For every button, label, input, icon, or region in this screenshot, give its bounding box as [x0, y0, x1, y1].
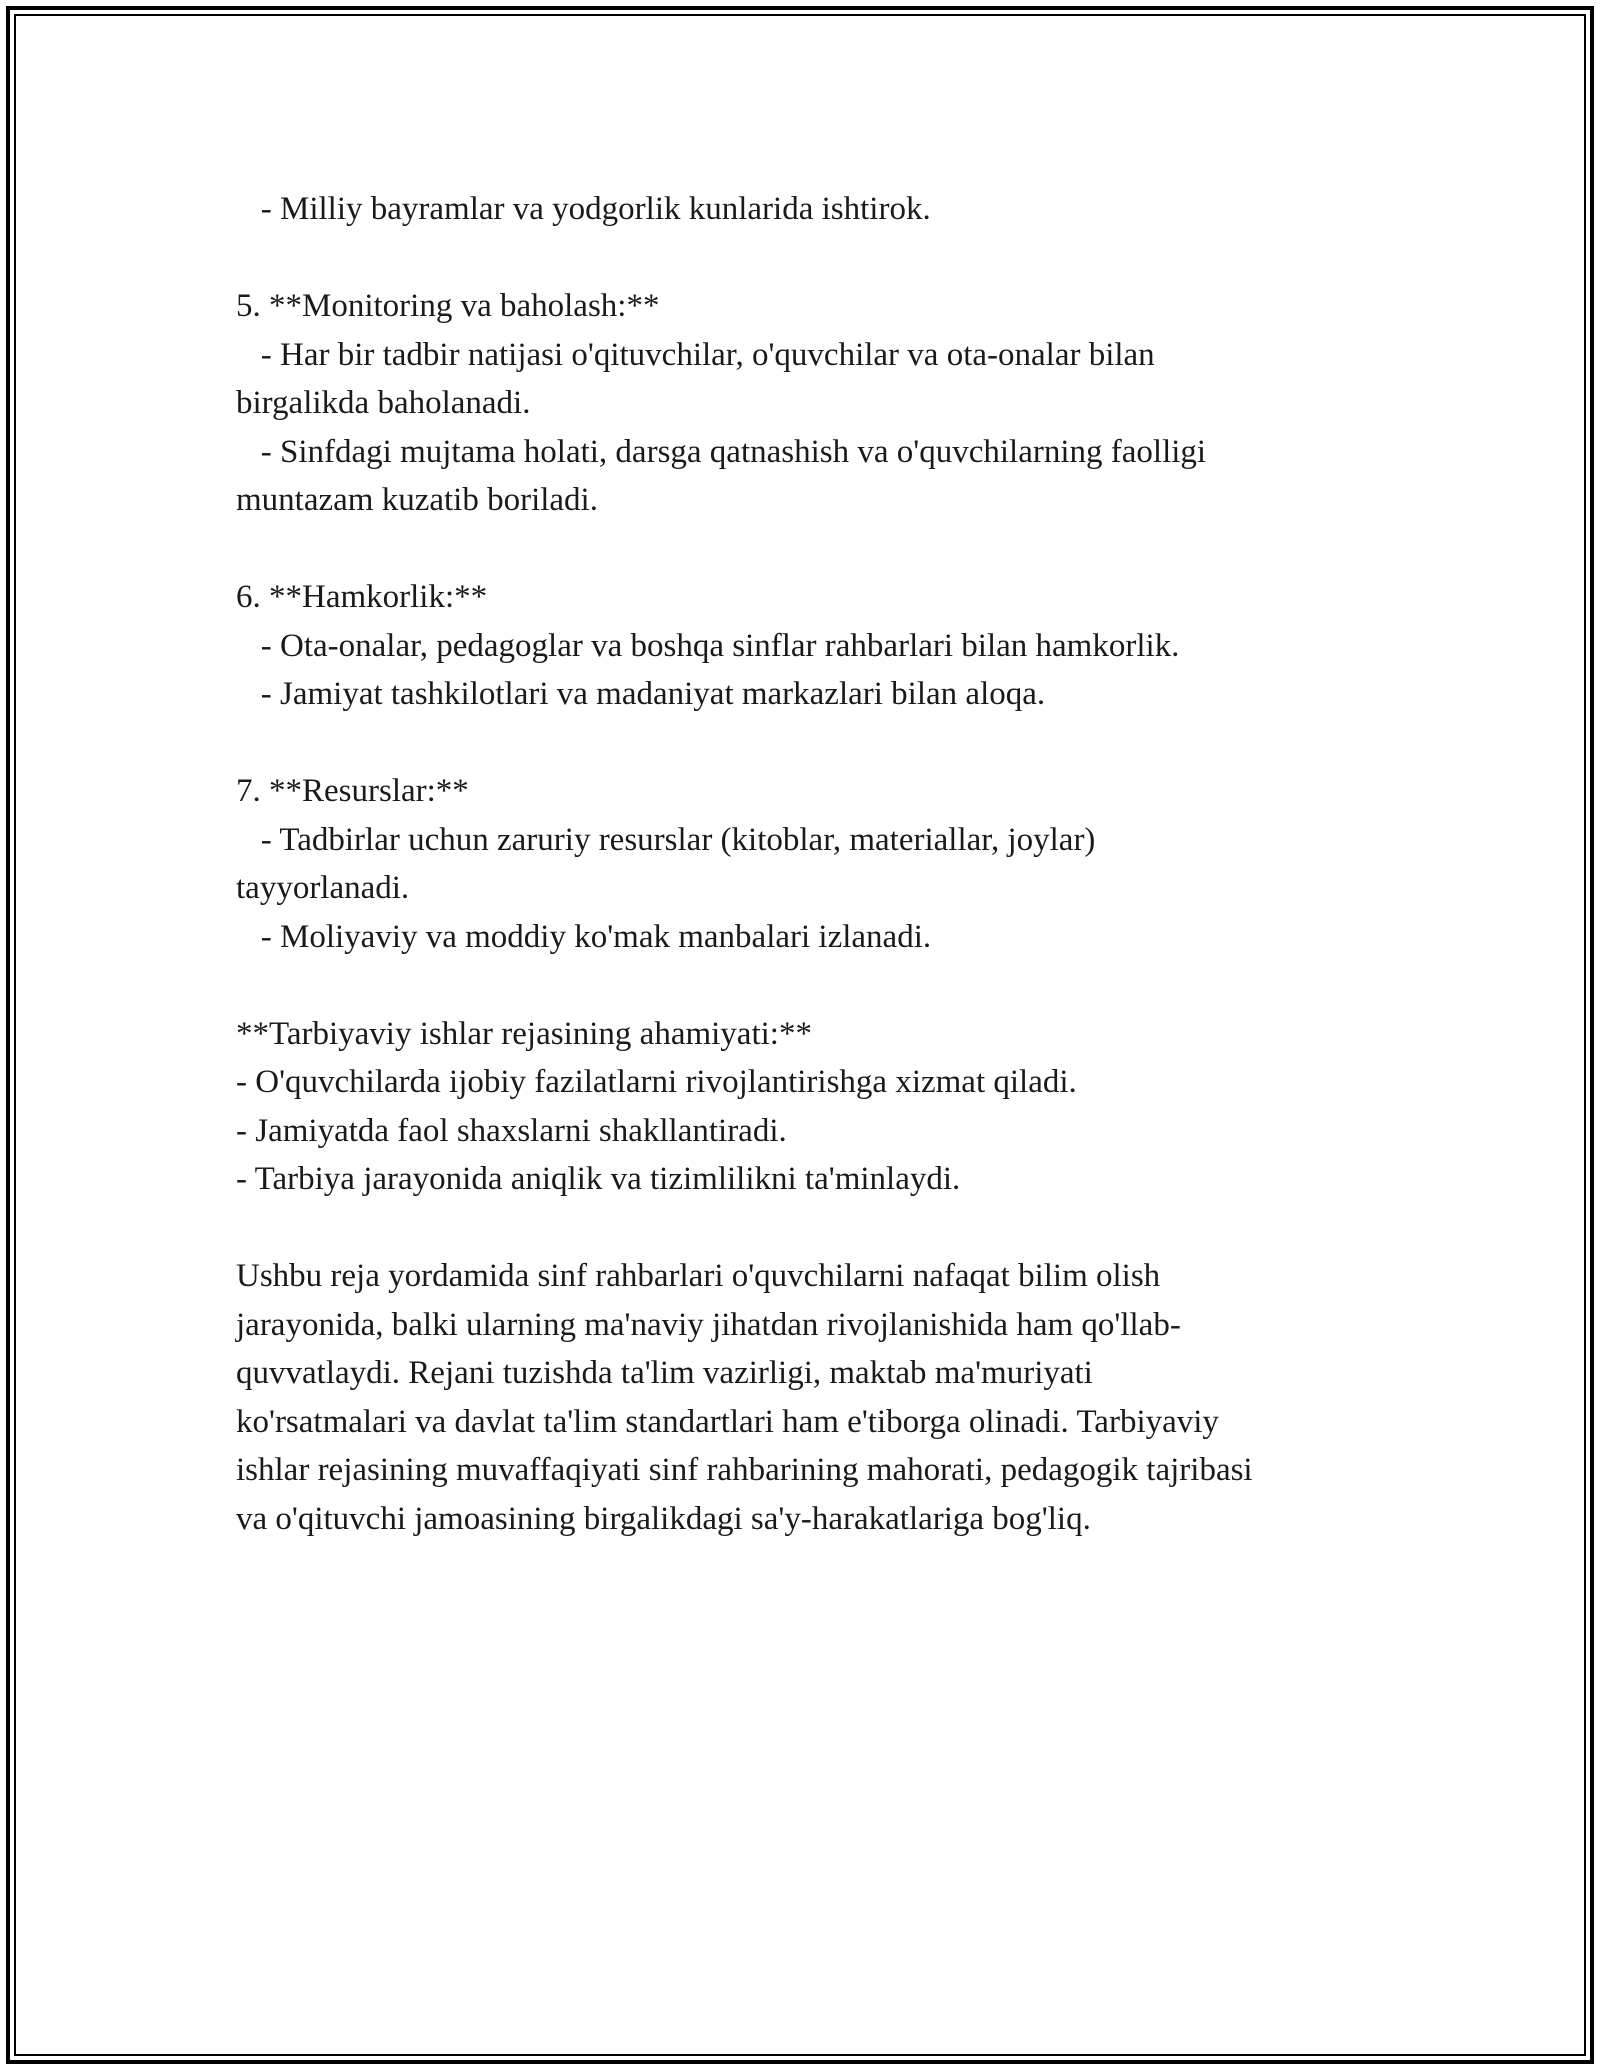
importance-item: - Jamiyatda faol shaxslarni shakllantiradi. [236, 1112, 787, 1149]
section-monitoring [236, 282, 1376, 525]
section-line: - Jamiyat tashkilotlari va madaniyat markazlari bilan aloqa. [236, 676, 1046, 712]
section-line: - Har bir tadbir natijasi o'qituvchilar, o'quvchilar va ota-onalar bilan [236, 336, 1155, 373]
section-hamkorlik [236, 573, 1376, 719]
section-heading: 6. **Hamkorlik:** [236, 579, 488, 615]
importance-section [236, 1010, 1376, 1204]
spacer [236, 1204, 1376, 1253]
spacer [236, 719, 1376, 768]
section-line: - Ota-onalar, pedagoglar va boshqa sinflar rahbarlari bilan hamkorlik. [236, 627, 1180, 664]
conclusion-line: va o'qituvchi jamoasining birgalikdagi sa'y-harakatlariga bog'liq. [236, 1500, 1091, 1537]
conclusion-line: ishlar rejasining muvaffaqiyati sinf rahbarining mahorati, pedagogik tajribasi [236, 1452, 1253, 1488]
section-line: birgalikda baholanadi. [236, 385, 531, 421]
importance-heading: **Tarbiyaviy ishlar rejasining ahamiyati:** [236, 1015, 812, 1052]
section-line: tayyorlanadi. [236, 870, 410, 906]
conclusion-line: Ushbu reja yordamida sinf rahbarlari o'quvchilarni nafaqat bilim olish [236, 1258, 1161, 1294]
spacer [236, 234, 1376, 283]
section-line: - Moliyaviy va moddiy ko'mak manbalari izlanadi. [236, 918, 932, 955]
section-line: - Tadbirlar uchun zaruriy resurslar (kitoblar, materiallar, joylar) [236, 821, 1096, 858]
spacer [236, 961, 1376, 1010]
section-heading: 5. **Monitoring va baholash:** [236, 288, 660, 324]
importance-item: - Tarbiya jarayonida aniqlik va tizimlilikni ta'minlaydi. [236, 1161, 961, 1197]
conclusion-line: ko'rsatmalari va davlat ta'lim standartlari ham e'tiborga olinadi. Tarbiyaviy [236, 1403, 1219, 1440]
conclusion-paragraph [236, 1252, 1376, 1543]
document-body [236, 185, 1376, 1543]
importance-item: - O'quvchilarda ijobiy fazilatlarni rivojlantirishga xizmat qiladi. [236, 1064, 1077, 1100]
section-line: - Sinfdagi mujtama holati, darsga qatnashish va o'quvchilarning faolligi [236, 433, 1207, 470]
conclusion-line: quvvatlaydi. Rejani tuzishda ta'lim vazirligi, maktab ma'muriyati [236, 1355, 1093, 1391]
section-heading: 7. **Resurslar:** [236, 773, 469, 809]
section-line: muntazam kuzatib boriladi. [236, 482, 598, 518]
intro-list-item: - Milliy bayramlar va yodgorlik kunlarida ishtirok. [236, 191, 931, 227]
spacer [236, 525, 1376, 574]
conclusion-line: jarayonida, balki ularning ma'naviy jihatdan rivojlanishida ham qo'llab- [236, 1306, 1181, 1343]
section-resurslar [236, 767, 1376, 961]
